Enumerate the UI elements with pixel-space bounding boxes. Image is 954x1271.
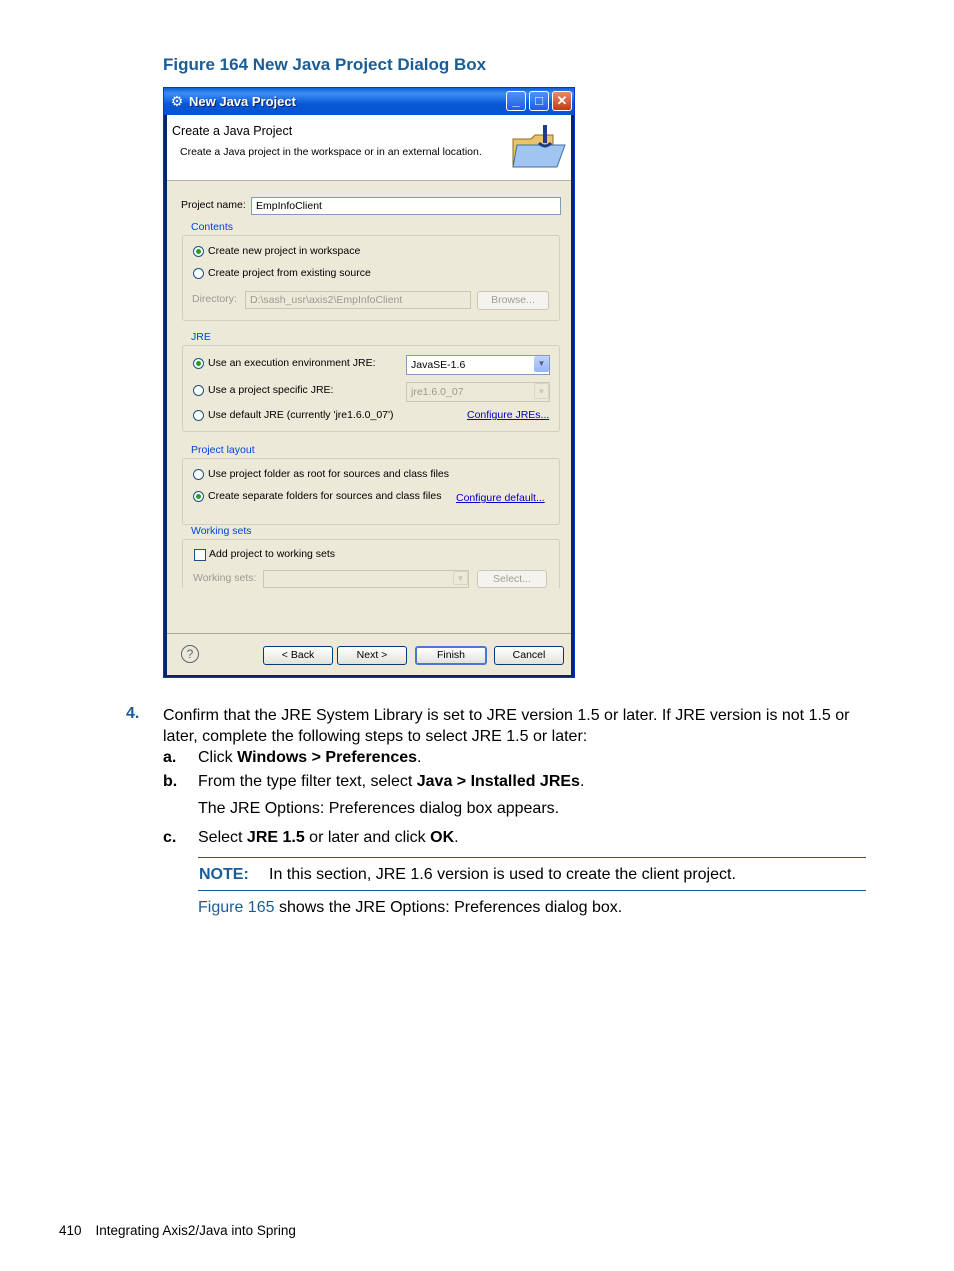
back-button[interactable]: < Back — [263, 646, 333, 665]
substep-c-mid: or later and click — [304, 829, 431, 846]
radio-existing-source[interactable] — [193, 268, 204, 279]
option-execution-env-label: Use an execution environment JRE: — [208, 357, 376, 369]
option-folder-root-label: Use project folder as root for sources and class files — [208, 468, 450, 480]
execution-env-value: JavaSE-1.6 — [406, 355, 550, 375]
substep-a-bold: Windows > Preferences — [237, 749, 418, 766]
dialog-title: New Java Project — [189, 94, 296, 109]
substep-b-result: The JRE Options: Preferences dialog box appears. — [198, 800, 560, 817]
project-layout-legend: Project layout — [191, 444, 255, 456]
substep-a-suffix: . — [417, 749, 422, 766]
radio-specific-jre[interactable] — [193, 385, 204, 396]
next-button[interactable]: Next > — [337, 646, 407, 665]
option-new-project-label: Create new project in workspace — [208, 245, 361, 257]
banner-description: Create a Java project in the workspace or in an external location. — [180, 146, 482, 158]
radio-folder-root[interactable] — [193, 469, 204, 480]
select-working-sets-button[interactable]: Select... — [477, 570, 547, 588]
jre-legend: JRE — [191, 331, 211, 343]
substep-b-suffix: . — [579, 773, 585, 790]
add-to-working-sets-checkbox[interactable] — [194, 549, 206, 561]
substep-c-prefix: Select — [198, 829, 247, 846]
page-number: 410 — [59, 1223, 82, 1238]
dialog-titlebar[interactable] — [164, 88, 574, 115]
chevron-down-icon: ▼ — [534, 356, 549, 372]
note-box — [198, 857, 866, 891]
step-number: 4. — [126, 705, 140, 722]
dialog-banner — [167, 115, 571, 181]
specific-jre-value: jre1.6.0_07 — [406, 382, 550, 402]
substep-c-suffix: . — [454, 829, 459, 846]
radio-separate-folders[interactable] — [193, 491, 204, 502]
close-button[interactable] — [552, 91, 572, 111]
banner-title: Create a Java Project — [172, 124, 293, 138]
footer-section: Integrating Axis2/Java into Spring — [95, 1223, 296, 1238]
maximize-button[interactable] — [529, 91, 549, 111]
substep-c-text — [198, 829, 459, 847]
working-sets-label: Working sets: — [193, 572, 257, 584]
chevron-down-icon: ▼ — [534, 383, 549, 399]
directory-label: Directory: — [192, 293, 237, 305]
browse-button[interactable]: Browse... — [477, 291, 549, 310]
radio-execution-env[interactable] — [193, 358, 204, 369]
substep-b-text — [198, 773, 584, 791]
execution-env-select[interactable] — [406, 355, 550, 375]
new-java-project-dialog — [163, 87, 575, 678]
working-sets-legend: Working sets — [191, 525, 252, 537]
figure-reference-text: shows the JRE Options: Preferences dialog box. — [274, 899, 623, 916]
figure-caption: Figure 164 New Java Project Dialog Box — [163, 55, 487, 74]
substep-a-text — [198, 749, 421, 767]
radio-default-jre[interactable] — [193, 410, 204, 421]
option-default-jre-label: Use default JRE (currently 'jre1.6.0_07') — [208, 409, 394, 421]
minimize-icon: _ — [512, 93, 520, 108]
project-name-input[interactable]: EmpInfoClient — [251, 197, 561, 215]
substep-b-bold: Java > Installed JREs — [416, 773, 580, 790]
finish-button[interactable]: Finish — [415, 646, 487, 665]
option-specific-jre-label: Use a project specific JRE: — [208, 384, 334, 396]
substep-b-marker: b. — [163, 773, 178, 790]
maximize-icon: □ — [535, 93, 543, 108]
working-sets-select[interactable] — [263, 570, 469, 588]
page-footer — [59, 1223, 296, 1238]
option-existing-source-label: Create project from existing source — [208, 267, 371, 279]
gear-icon: ⚙ — [170, 93, 184, 109]
help-icon[interactable]: ? — [181, 645, 199, 663]
project-name-label: Project name: — [181, 199, 246, 211]
substep-b-prefix: From the type filter text, select — [198, 773, 417, 790]
figure-165-link[interactable]: Figure 165 — [198, 899, 275, 916]
close-icon: ✕ — [556, 93, 568, 108]
specific-jre-select[interactable] — [406, 382, 550, 402]
configure-default-link[interactable]: Configure default... — [456, 492, 545, 504]
add-to-working-sets-label: Add project to working sets — [209, 548, 336, 560]
note-text: In this section, JRE 1.6 version is used to create the client project. — [269, 866, 736, 883]
option-separate-folders-label: Create separate folders for sources and class files — [208, 490, 442, 502]
cancel-button[interactable]: Cancel — [494, 646, 564, 665]
working-sets-value — [263, 570, 469, 588]
minimize-button[interactable] — [506, 91, 526, 111]
chevron-down-icon: ▼ — [453, 571, 468, 585]
substep-c-bold2: OK — [430, 829, 455, 846]
substep-a-prefix: Click — [198, 749, 238, 766]
dialog-body — [167, 115, 571, 675]
substep-c-bold1: JRE 1.5 — [246, 829, 305, 846]
figure-reference — [198, 899, 622, 917]
substep-c-marker: c. — [163, 829, 177, 846]
substep-a-marker: a. — [163, 749, 177, 766]
contents-legend: Contents — [191, 221, 234, 233]
directory-input[interactable]: D:\sash_usr\axis2\EmpInfoClient — [245, 291, 471, 309]
java-folder-icon — [509, 123, 567, 171]
button-bar-divider — [167, 633, 571, 634]
radio-new-project[interactable] — [193, 246, 204, 257]
note-label: NOTE: — [199, 866, 249, 883]
configure-jres-link[interactable]: Configure JREs... — [467, 409, 550, 421]
step-text: Confirm that the JRE System Library is set to JRE version 1.5 or later. If JRE version is not 1.5 or later, complete the following steps to select JRE 1.5 or later: — [163, 707, 850, 745]
